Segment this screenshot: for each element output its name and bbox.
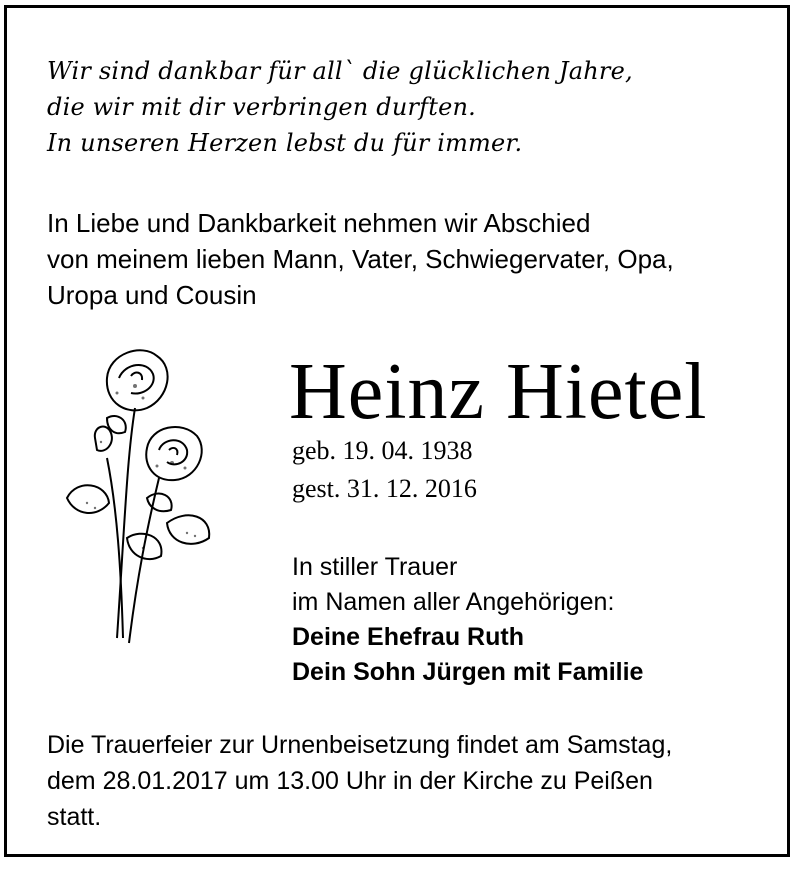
intro-line: von meinem lieben Mann, Vater, Schwiegervater, Opa,: [47, 244, 674, 274]
birth-date: geb. 19. 04. 1938: [292, 436, 473, 465]
rose-icon: [47, 338, 227, 648]
poem-line: Wir sind dankbar für all` die glücklichen Jahre,: [47, 57, 633, 85]
mourning-line: In stiller Trauer: [292, 553, 458, 581]
farewell-intro: [47, 205, 674, 313]
funeral-line: Die Trauerfeier zur Urnenbeisetzung findet am Samstag,: [47, 731, 673, 759]
poem: [47, 53, 633, 161]
funeral-line: dem 28.01.2017 um 13.00 Uhr in der Kirche zu Peißen: [47, 767, 653, 795]
funeral-notice: [47, 727, 672, 835]
obituary-frame: [4, 5, 790, 857]
poem-line: die wir mit dir verbringen durften.: [47, 93, 477, 121]
intro-line: Uropa und Cousin: [47, 280, 257, 310]
mourners-block: [292, 550, 643, 690]
deceased-name: Heinz Hietel: [289, 348, 708, 436]
poem-line: In unseren Herzen lebst du für immer.: [47, 129, 523, 157]
life-dates: [292, 432, 477, 508]
mourner-name: Deine Ehefrau Ruth: [292, 623, 524, 651]
intro-line: In Liebe und Dankbarkeit nehmen wir Abschied: [47, 208, 591, 238]
funeral-line: statt.: [47, 803, 102, 831]
mourning-line: im Namen aller Angehörigen:: [292, 588, 615, 616]
mourner-name: Dein Sohn Jürgen mit Familie: [292, 658, 644, 686]
death-date: gest. 31. 12. 2016: [292, 474, 477, 503]
